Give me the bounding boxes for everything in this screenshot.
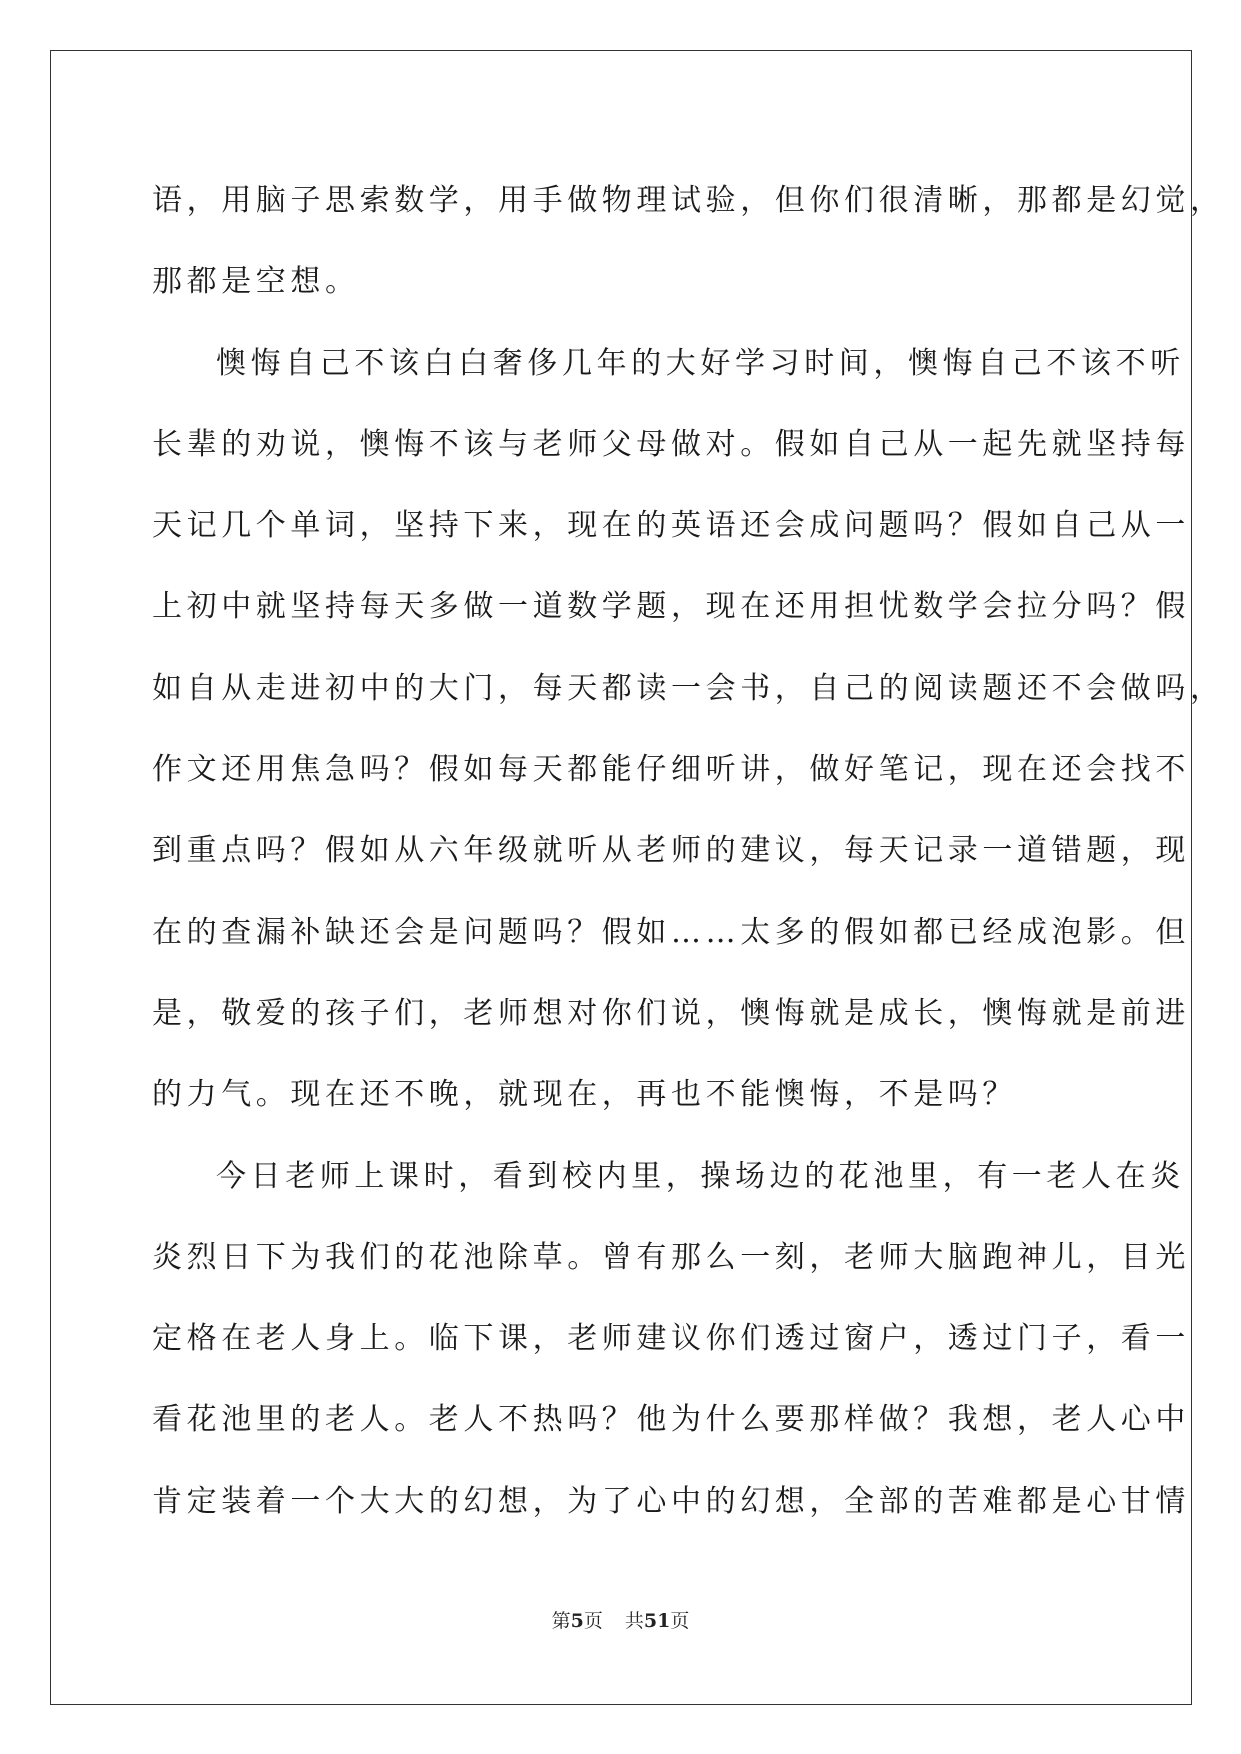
- text-line: 定格在老人身上。临下课，老师建议你们透过窗户，透过门子，看一: [152, 1321, 1190, 1357]
- text-line: 炎烈日下为我们的花池除草。曾有那么一刻，老师大脑跑神儿，目光: [152, 1239, 1190, 1275]
- total-pages: 51: [643, 1610, 671, 1632]
- page-number: 5: [570, 1610, 584, 1632]
- text-line: 作文还用焦急吗？假如每天都能仔细听讲，做好笔记，现在还会找不: [152, 752, 1190, 788]
- text-line: 语，用脑子思索数学，用手做物理试验，但你们很清晰，那都是幻觉，: [152, 183, 1225, 218]
- paragraph-start-line: 懊悔自己不该白白奢侈几年的大好学习时间，懊悔自己不该不听: [216, 345, 1185, 381]
- text-line: 上初中就坚持每天多做一道数学题，现在还用担忧数学会拉分吗？假: [152, 589, 1190, 625]
- text-line: 到重点吗？假如从六年级就听从老师的建议，每天记录一道错题，现: [152, 833, 1190, 869]
- total-suffix: 页: [670, 1610, 690, 1632]
- text-line: 长辈的劝说，懊悔不该与老师父母做对。假如自己从一起先就坚持每: [152, 426, 1190, 462]
- text-line: 肯定装着一个大大的幻想，为了心中的幻想，全部的苦难都是心甘情: [152, 1483, 1190, 1519]
- total-prefix: 共: [624, 1610, 644, 1632]
- paragraph-start-line: 今日老师上课时，看到校内里，操场边的花池里，有一老人在炎: [216, 1158, 1185, 1194]
- text-line: 在的查漏补缺还会是问题吗？假如……太多的假如都已经成泡影。但: [152, 914, 1190, 950]
- page-prefix: 第: [551, 1610, 571, 1632]
- text-line: 看花池里的老人。老人不热吗？他为什么要那样做？我想，老人心中: [152, 1402, 1190, 1438]
- text-line: 的力气。现在还不晚，就现在，再也不能懊悔，不是吗？: [152, 1077, 1017, 1113]
- text-line: 是，敬爱的孩子们，老师想对你们说，懊悔就是成长，懊悔就是前进: [152, 995, 1190, 1031]
- page-suffix: 页: [583, 1610, 603, 1632]
- page-footer: [0, 1606, 1241, 1633]
- document-body: [152, 160, 1225, 1542]
- text-line: 如自从走进初中的大门，每天都读一会书，自己的阅读题还不会做吗，: [152, 670, 1225, 706]
- text-line: 那都是空想。: [152, 264, 360, 300]
- text-line: 天记几个单词，坚持下来，现在的英语还会成问题吗？假如自己从一: [152, 508, 1190, 544]
